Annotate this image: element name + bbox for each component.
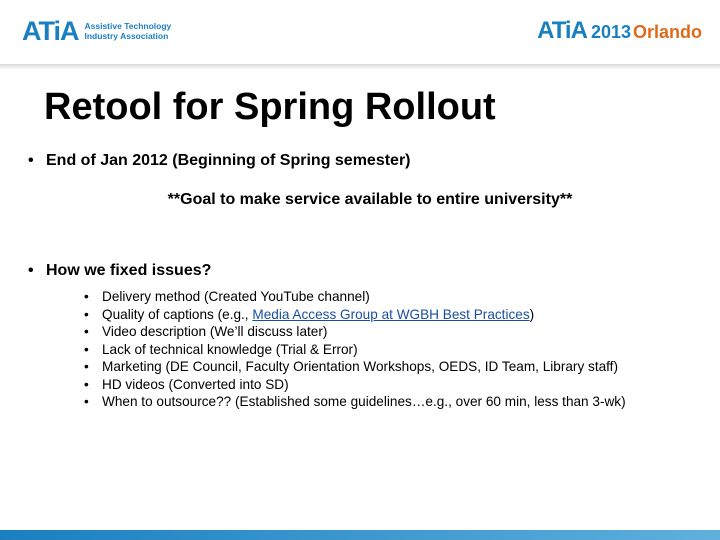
- atia-2013-year: 2013: [590, 22, 631, 42]
- atia-logo-text: [85, 21, 172, 41]
- bullet-icon: •: [84, 376, 89, 392]
- wgbh-best-practices-link[interactable]: Media Access Group at WGBH Best Practices: [252, 306, 530, 322]
- atia-logo-line1: Assistive Technology: [84, 21, 172, 31]
- list-item-text: When to outsource?? (Established some guidelines…e.g., over 60 min, less than 3-wk): [102, 394, 626, 409]
- atia-logo-line2: Industry Association: [84, 31, 169, 41]
- list-item-text: HD videos (Converted into SD): [102, 376, 289, 392]
- list-item: [84, 341, 694, 359]
- header-divider: [0, 64, 720, 70]
- bullet-icon: •: [84, 306, 89, 322]
- bullet-item-timeline: [28, 152, 411, 170]
- list-item: [84, 306, 694, 324]
- list-item-text-pre: Quality of captions (e.g.,: [102, 306, 253, 322]
- atia-2013-orlando-logo: [537, 17, 702, 45]
- list-item-text: Video description (We’ll discuss later): [102, 324, 328, 339]
- bullet-text: How we fixed issues?: [46, 262, 212, 279]
- atia-logo: [22, 16, 171, 46]
- list-item: [84, 376, 694, 394]
- atia-2013-mark: ATiA: [537, 17, 587, 44]
- atia-2013-city: Orlando: [632, 22, 702, 42]
- issues-sublist: [84, 288, 694, 411]
- goal-statement: **Goal to make service available to entire university**: [167, 191, 573, 208]
- list-item-text: Marketing (DE Council, Faculty Orientation Workshops, OEDS, ID Team, Library staff): [102, 359, 618, 374]
- bullet-icon: •: [84, 341, 89, 357]
- list-item: [84, 358, 694, 376]
- list-item-text: Lack of technical knowledge (Trial & Error): [102, 341, 358, 357]
- atia-logo-mark: ATiA: [22, 16, 79, 46]
- bullet-icon: •: [84, 324, 89, 339]
- bullet-item-issues: [28, 262, 211, 280]
- list-item: [84, 288, 694, 306]
- list-item: [84, 323, 694, 341]
- bullet-icon: •: [84, 359, 89, 374]
- bullet-icon: •: [84, 394, 89, 409]
- footer-bar: [0, 530, 720, 540]
- bullet-icon: •: [84, 289, 89, 304]
- list-item: [84, 393, 694, 411]
- bullet-icon: •: [28, 152, 34, 169]
- list-item-text: Delivery method (Created YouTube channel): [102, 289, 370, 304]
- bullet-text: End of Jan 2012 (Beginning of Spring semester): [46, 152, 411, 169]
- slide-title: Retool for Spring Rollout: [44, 86, 496, 128]
- list-item-text-post: ): [529, 306, 535, 322]
- slide-header: [0, 0, 720, 64]
- bullet-icon: •: [28, 262, 34, 279]
